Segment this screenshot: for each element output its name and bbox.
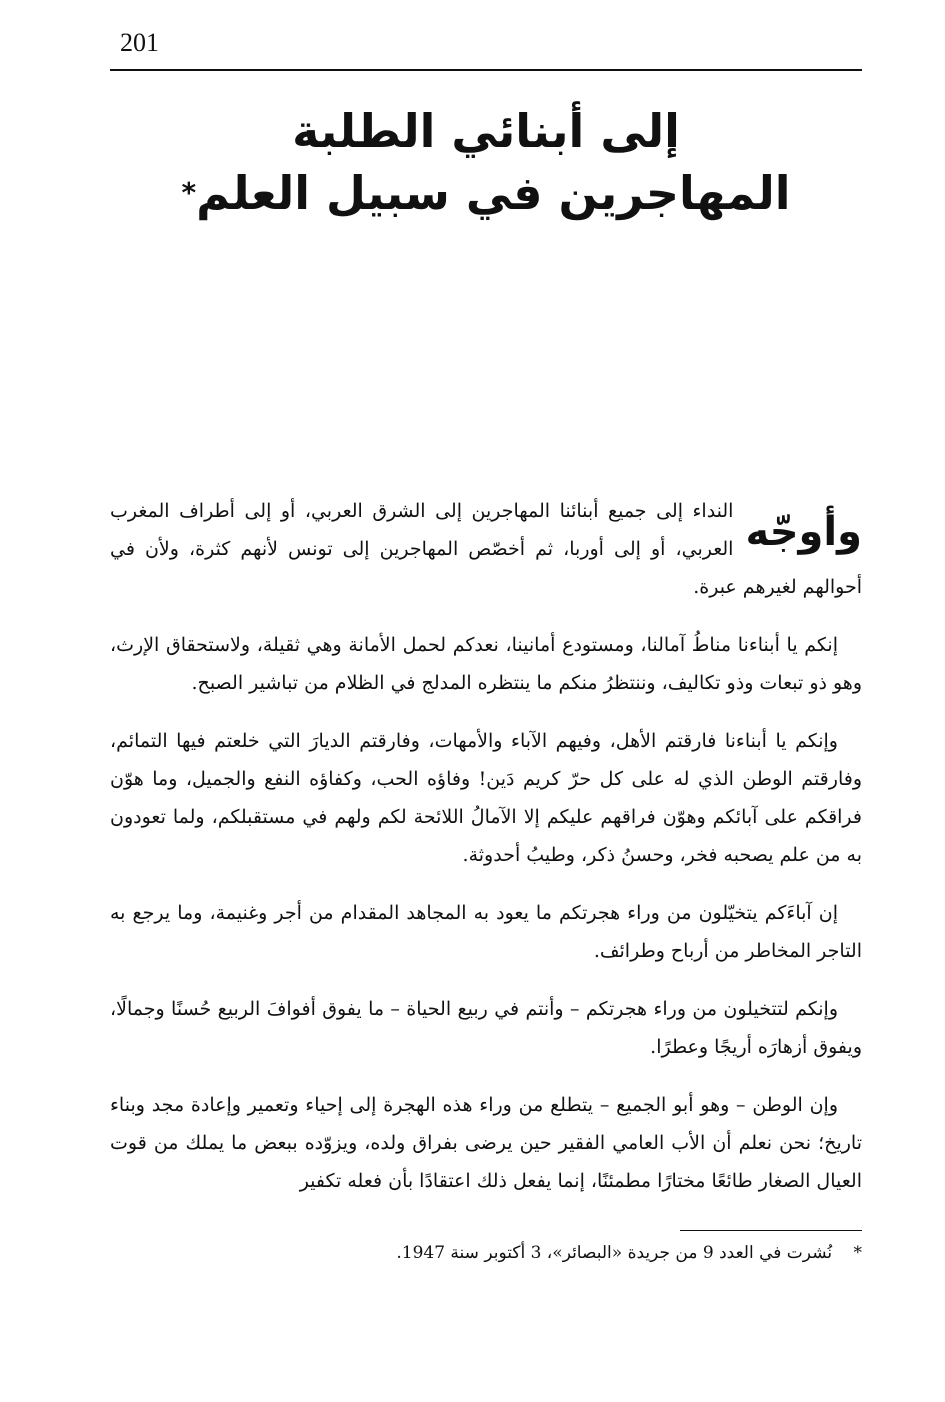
- title-footnote-marker: *: [181, 176, 197, 209]
- footnote-rule: [680, 1230, 862, 1231]
- title-line-2: [110, 162, 862, 224]
- footnote: [110, 1238, 862, 1268]
- title-line-2-text: المهاجرين في سبيل العلم: [196, 166, 791, 220]
- paragraph-3: وإنكم يا أبناءنا فارقتم الأهل، وفيهم الآباء والأمهات، وفارقتم الديارَ التي خلعتم فيها التمائم، وفارقتم الوطن الذي له على كل حرّ كريم دَين! وفاؤه الحب، وكفاؤه النفع والجميل، وما هوّن فراقكم على آبائكم وهوّن فراقهم عليكم إلا الآمالُ اللائحة لكم ولهم في مستقبلكم، ولما تعودون به من علم يصحبه فخر، وحسنُ ذكر، وطيبُ أحدوثة.: [110, 730, 862, 866]
- paragraph-6: وإن الوطن – وهو أبو الجميع – يتطلع من وراء هذه الهجرة إلى إحياء وتعمير وإعادة مجد وبناء تاريخ؛ نحن نعلم أن الأب العامي الفقير حين يرضى بفراق ولده، ويزوّده ببعض ما يملك من قوت العيال الصغار طائعًا مختارًا مطمئنًا، إنما يفعل ذلك اعتقادًا بأن فعله تكفير: [110, 1094, 862, 1192]
- footnote-marker: *: [853, 1243, 862, 1263]
- paragraph-1: [110, 492, 862, 606]
- article-body: [110, 492, 862, 1220]
- footnote-text: نُشرت في العدد 9 من جريدة «البصائر»، 3 أكتوبر سنة 1947.: [396, 1243, 833, 1263]
- paragraph-2: إنكم يا أبناءنا مناطُ آمالنا، ومستودع أمانينا، نعدكم لحمل الأمانة وهي ثقيلة، ولاستحقاق الإرث، وهو ذو تبعات وذو تكاليف، وننتظرُ منكم ما ينتظره المدلج في الظلام من تباشير الصبح.: [110, 634, 862, 694]
- paragraph-4: إن آباءَكم يتخيّلون من وراء هجرتكم ما يعود به المجاهد المقدام من أجر وغنيمة، وما يرجع به التاجر المخاطر من أرباح وطرائف.: [110, 902, 862, 962]
- article-title: [110, 100, 862, 224]
- page-number: 201: [120, 28, 159, 57]
- paragraph-1-text: النداء إلى جميع أبنائنا المهاجرين إلى الشرق العربي، أو إلى أطراف المغرب العربي، أو إلى أوربا، ثم أخصّص المهاجرين إلى تونس لأنهم كثرة، ولأن في أحوالهم لغيرهم عبرة.: [110, 500, 862, 598]
- paragraph-5: وإنكم لتتخيلون من وراء هجرتكم – وأنتم في ربيع الحياة – ما يفوق أفوافَ الربيع حُسنًا وجمالًا، ويفوق أزهارَه أريجًا وعطرًا.: [110, 998, 862, 1058]
- header-rule: [110, 69, 862, 71]
- title-line-1: إلى أبنائي الطلبة: [292, 104, 680, 158]
- opening-word: وأوجّه: [745, 509, 862, 555]
